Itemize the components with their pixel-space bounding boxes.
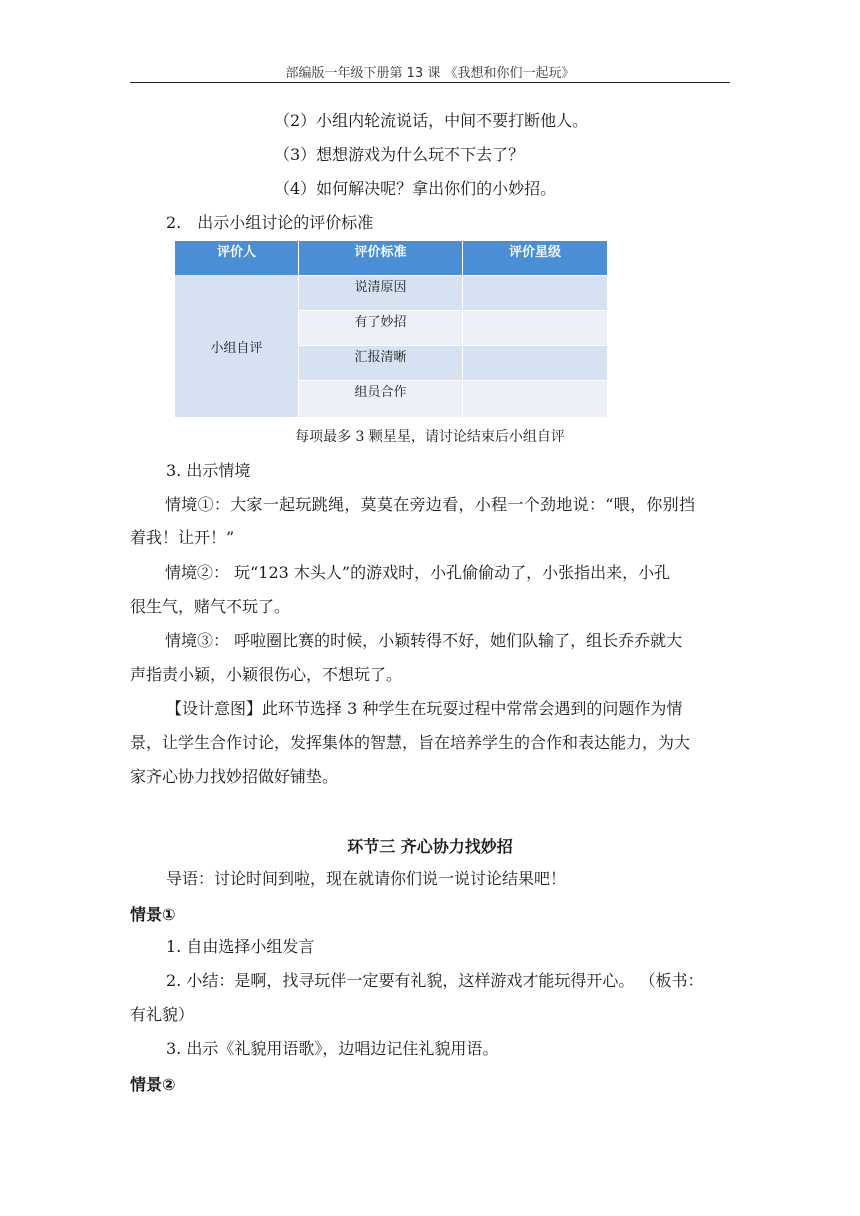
scene-2-label: 情景②: [130, 1075, 176, 1094]
design-intent-line-2: 景，让学生合作讨论，发挥集体的智慧，旨在培养学生的合作和表达能力，为大: [130, 733, 691, 752]
table-caption: 每项最多 3 颗星星，请讨论结束后小组自评: [295, 429, 565, 445]
table-row: [299, 346, 607, 380]
section-heading: 环节三 齐心协力找妙招: [347, 837, 513, 856]
group-label: 小组自评: [210, 340, 263, 356]
evaluation-table: [175, 241, 607, 417]
item-2-title: 2. 出示小组讨论的评价标准: [166, 213, 374, 232]
scene-1-line-2: 着我！让开！”: [130, 528, 235, 547]
design-intent-line-1: 【设计意图】此环节选择 3 种学生在玩耍过程中常常会遇到的问题作为情: [166, 699, 683, 718]
scene-3-line-2: 声指责小颖，小颖很伤心，不想玩了。: [130, 665, 403, 684]
scene-1-line-1: [130, 494, 730, 516]
table-header-row: [175, 241, 607, 275]
criterion-cell: 汇报清晰: [299, 346, 462, 380]
step-4: （4）如何解决呢？拿出你们的小妙招。: [274, 179, 557, 198]
point-1: 1. 自由选择小组发言: [166, 937, 315, 956]
item-3-title: 3. 出示情境: [166, 461, 251, 480]
scene-2-line-1: [130, 562, 730, 584]
page-header: 部编版一年级下册第 13 课 《我想和你们一起玩》: [285, 66, 575, 81]
design-intent-line-3: 家齐心协力找妙招做好铺垫。: [130, 767, 339, 786]
point-2-line-2: 有礼貌）: [130, 1005, 195, 1024]
scene-1-text: 情境①：大家一起玩跳绳，莫莫在旁边看，小程一个劲地说：“喂，你别挡: [165, 495, 695, 514]
header-stars: 评价星级: [508, 245, 561, 260]
step-2: （2）小组内轮流说话，中间不要打断他人。: [274, 111, 589, 130]
group-cell: [175, 275, 298, 417]
table-row: [299, 311, 607, 345]
header-rule: [130, 82, 730, 83]
step-3: （3）想想游戏为什么玩不下去了？: [274, 145, 525, 164]
scene-3-text: 情境③： 呼啦圈比赛的时候，小颖转得不好，她们队输了，组长乔乔就大: [165, 631, 683, 650]
point-2-line-1: 2. 小结：是啊，找寻玩伴一定要有礼貌，这样游戏才能玩得开心。 （板书：: [166, 971, 704, 990]
scene-2-text: 情境②： 玩“123 木头人”的游戏时，小孔偷偷动了，小张指出来，小孔: [165, 563, 671, 582]
point-3: 3. 出示《礼貌用语歌》，边唱边记住礼貌用语。: [166, 1039, 499, 1058]
stars-cell: [463, 346, 607, 380]
stars-cell: [463, 311, 607, 345]
section-intro: 导语：讨论时间到啦，现在就请你们说一说讨论结果吧！: [166, 869, 567, 888]
stars-cell: [463, 381, 607, 417]
criterion-cell: 有了妙招: [299, 311, 462, 345]
header-evaluator: 评价人: [216, 245, 256, 260]
scene-3-line-1: [130, 630, 730, 652]
scene-1-label: 情景①: [130, 905, 176, 924]
scene-2-line-2: 很生气，赌气不玩了。: [130, 597, 291, 616]
table-row: [299, 276, 607, 310]
stars-cell: [463, 276, 607, 310]
header-criterion: 评价标准: [354, 245, 407, 260]
criterion-cell: 说清原因: [299, 276, 462, 310]
table-row: [299, 381, 607, 417]
criterion-cell: 组员合作: [299, 381, 462, 417]
